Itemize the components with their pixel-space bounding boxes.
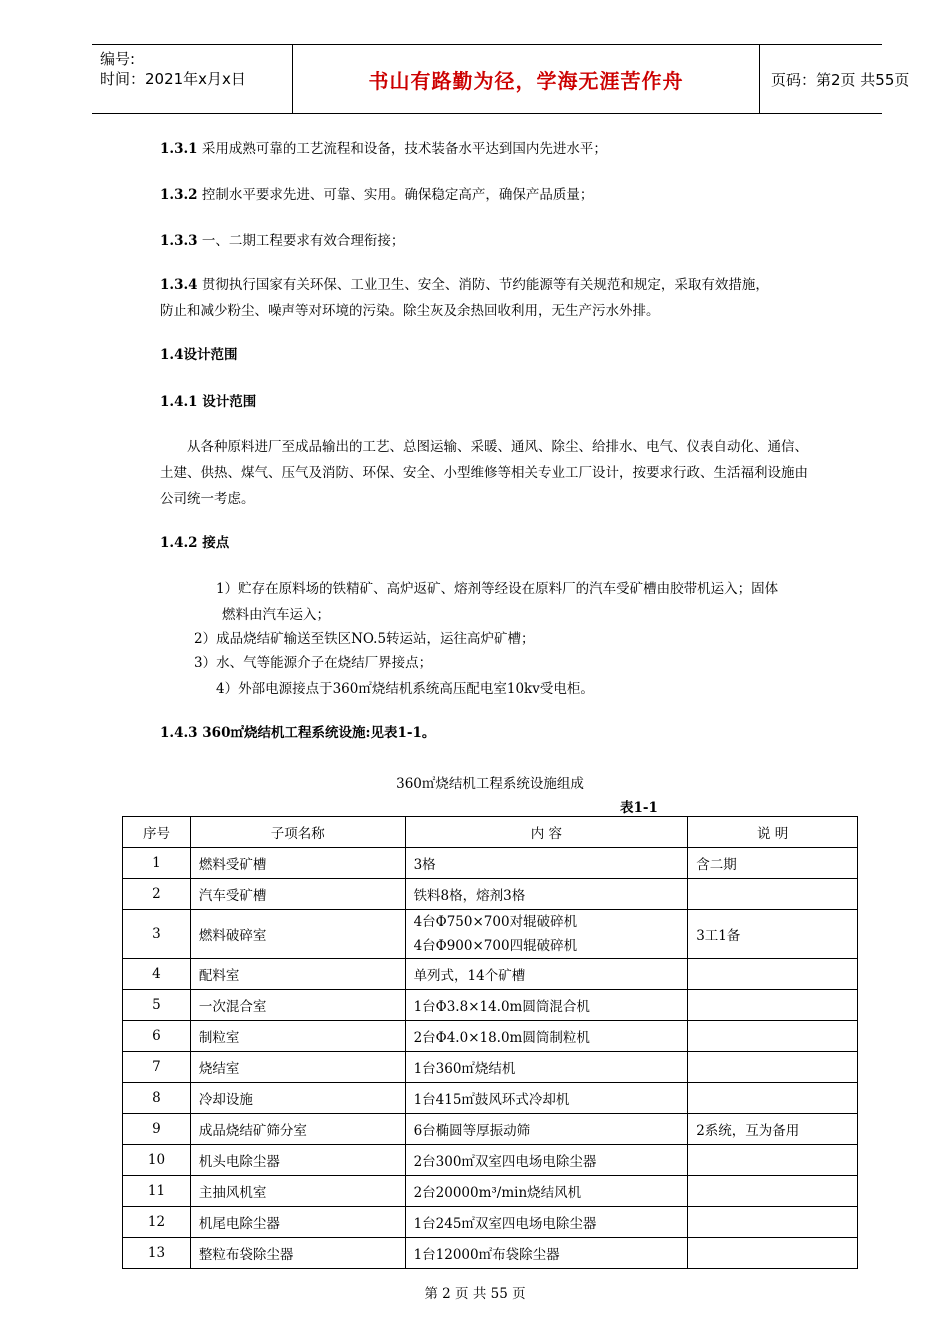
table-caption: 360㎡烧结机工程系统设施组成 [396, 776, 584, 792]
cell-item-name: 燃料破碎室 [190, 910, 405, 959]
table-row [123, 1176, 858, 1207]
cell-item-name: 整粒布袋除尘器 [190, 1238, 405, 1269]
table-row [123, 1238, 858, 1269]
section-text: 一、二期工程要求有效合理衔接； [197, 233, 405, 249]
heading-1-4-2: 1.4.2 接点 [160, 535, 230, 551]
interface-item-4: 4）外部电源接点于360㎡烧结机系统高压配电室10kv受电柜。 [216, 681, 594, 697]
cell-notes [688, 959, 858, 990]
cell-number: 9 [123, 1114, 191, 1145]
page-footer: 第 2 页 共 55 页 [424, 1286, 526, 1302]
table-row [123, 910, 858, 959]
table-row [123, 1083, 858, 1114]
cell-item-name: 汽车受矿槽 [190, 879, 405, 910]
header-page-info [759, 45, 910, 113]
cell-content: 单列式，14个矿槽 [405, 959, 688, 990]
section-1-3-1 [160, 136, 820, 162]
cell-content: 2台300㎡双室四电场电除尘器 [405, 1145, 688, 1176]
interface-item-1: 1）贮存在原料场的铁精矿、高炉返矿、熔剂等经设在原料厂的汽车受矿槽由胶带机运入；固体 [216, 581, 779, 597]
table-row [123, 1021, 858, 1052]
section-1-3-2 [160, 182, 820, 208]
cell-content: 1台360㎡烧结机 [405, 1052, 688, 1083]
cell-notes [688, 1238, 858, 1269]
cell-number: 6 [123, 1021, 191, 1052]
cell-notes [688, 1021, 858, 1052]
interface-item-3: 3）水、气等能源介子在烧结厂界接点； [194, 655, 433, 671]
cell-item-name: 燃料受矿槽 [190, 848, 405, 879]
section-1-3-3 [160, 228, 820, 254]
col-header-content: 内 容 [405, 817, 688, 848]
table-header-row [123, 817, 858, 848]
cell-item-name: 制粒室 [190, 1021, 405, 1052]
cell-notes [688, 879, 858, 910]
col-header-number: 序号 [123, 817, 191, 848]
cell-content: 1台245㎡双室四电场电除尘器 [405, 1207, 688, 1238]
heading-1-4: 1.4设计范围 [160, 347, 238, 363]
cell-notes [688, 1052, 858, 1083]
col-header-item-name: 子项名称 [190, 817, 405, 848]
cell-item-name: 配料室 [190, 959, 405, 990]
section-text-line1: 贯彻执行国家有关环保、工业卫生、安全、消防、节约能源等有关规范和规定，采取有效措施， [197, 277, 769, 293]
cell-number: 5 [123, 990, 191, 1021]
cell-number: 4 [123, 959, 191, 990]
cell-item-name: 冷却设施 [190, 1083, 405, 1114]
cell-content: 4台Φ750×700对辊破碎机 4台Φ900×700四辊破碎机 [405, 910, 688, 959]
table-row [123, 1145, 858, 1176]
cell-content: 2台20000m³/min烧结风机 [405, 1176, 688, 1207]
cell-number: 7 [123, 1052, 191, 1083]
cell-number: 8 [123, 1083, 191, 1114]
cell-content: 1台Φ3.8×14.0m圆筒混合机 [405, 990, 688, 1021]
document-time: 时间：2021年x月x日 [100, 70, 246, 88]
col-header-notes: 说 明 [688, 817, 858, 848]
cell-item-name: 机头电除尘器 [190, 1145, 405, 1176]
cell-number: 12 [123, 1207, 191, 1238]
section-1-3-4 [160, 272, 820, 324]
heading-1-4-1: 1.4.1 设计范围 [160, 394, 257, 410]
cell-item-name: 烧结室 [190, 1052, 405, 1083]
page-header [92, 44, 910, 114]
cell-content: 6台椭圆等厚振动筛 [405, 1114, 688, 1145]
section-text: 采用成熟可靠的工艺流程和设备，技术装备水平达到国内先进水平； [197, 141, 607, 157]
cell-notes: 含二期 [688, 848, 858, 879]
section-number: 1.3.2 [160, 187, 198, 203]
cell-notes [688, 1145, 858, 1176]
cell-content: 2台Φ4.0×18.0m圆筒制粒机 [405, 1021, 688, 1052]
cell-content: 铁料8格，熔剂3格 [405, 879, 688, 910]
cell-notes: 2系统，互为备用 [688, 1114, 858, 1145]
page-info-text: 页码：第2页 共55页 [771, 70, 910, 89]
cell-number: 3 [123, 910, 191, 959]
cell-number: 2 [123, 879, 191, 910]
table-number: 表1-1 [620, 800, 658, 816]
section-text-line2: 防止和减少粉尘、噪声等对环境的污染。除尘灰及余热回收利用，无生产污水外排。 [160, 303, 660, 319]
motto-text: 书山有路勤为径，学海无涯苦作舟 [368, 68, 684, 93]
cell-content: 1台415㎡鼓风环式冷却机 [405, 1083, 688, 1114]
section-number: 1.3.4 [160, 277, 198, 293]
table-row [123, 1052, 858, 1083]
cell-notes [688, 1207, 858, 1238]
table-row [123, 848, 858, 879]
cell-number: 10 [123, 1145, 191, 1176]
cell-item-name: 机尾电除尘器 [190, 1207, 405, 1238]
header-meta [92, 45, 292, 113]
heading-1-4-3: 1.4.3 360㎡烧结机工程系统设施:见表1-1。 [160, 725, 436, 741]
cell-number: 1 [123, 848, 191, 879]
cell-content: 1台12000㎡布袋除尘器 [405, 1238, 688, 1269]
cell-item-name: 一次混合室 [190, 990, 405, 1021]
cell-notes: 3工1备 [688, 910, 858, 959]
interface-item-1-cont: 燃料由汽车运入； [222, 607, 330, 623]
table-row [123, 990, 858, 1021]
section-number: 1.3.3 [160, 233, 198, 249]
header-motto [292, 45, 760, 113]
table-row [123, 1114, 858, 1145]
section-number: 1.3.1 [160, 141, 198, 157]
cell-notes [688, 1083, 858, 1114]
section-text: 控制水平要求先进、可靠、实用。确保稳定高产，确保产品质量； [197, 187, 594, 203]
table-row [123, 879, 858, 910]
cell-number: 13 [123, 1238, 191, 1269]
document-number-label: 编号: [100, 50, 136, 68]
design-scope-paragraph: 从各种原料进厂至成品输出的工艺、总图运输、采暖、通风、除尘、给排水、电气、仪表自动化、通信、土建、供热、煤气、压气及消防、环保、安全、小型维修等相关专业工厂设计，按要求行政、生活福利设施由公司统一考虑。 [160, 439, 808, 507]
cell-notes [688, 990, 858, 1021]
cell-notes [688, 1176, 858, 1207]
cell-item-name: 主抽风机室 [190, 1176, 405, 1207]
cell-content: 3格 [405, 848, 688, 879]
facilities-table [122, 816, 858, 1269]
interface-item-2: 2）成品烧结矿输送至铁区NO.5转运站，运往高炉矿槽； [194, 631, 535, 647]
cell-number: 11 [123, 1176, 191, 1207]
cell-item-name: 成品烧结矿筛分室 [190, 1114, 405, 1145]
table-row [123, 959, 858, 990]
table-row [123, 1207, 858, 1238]
